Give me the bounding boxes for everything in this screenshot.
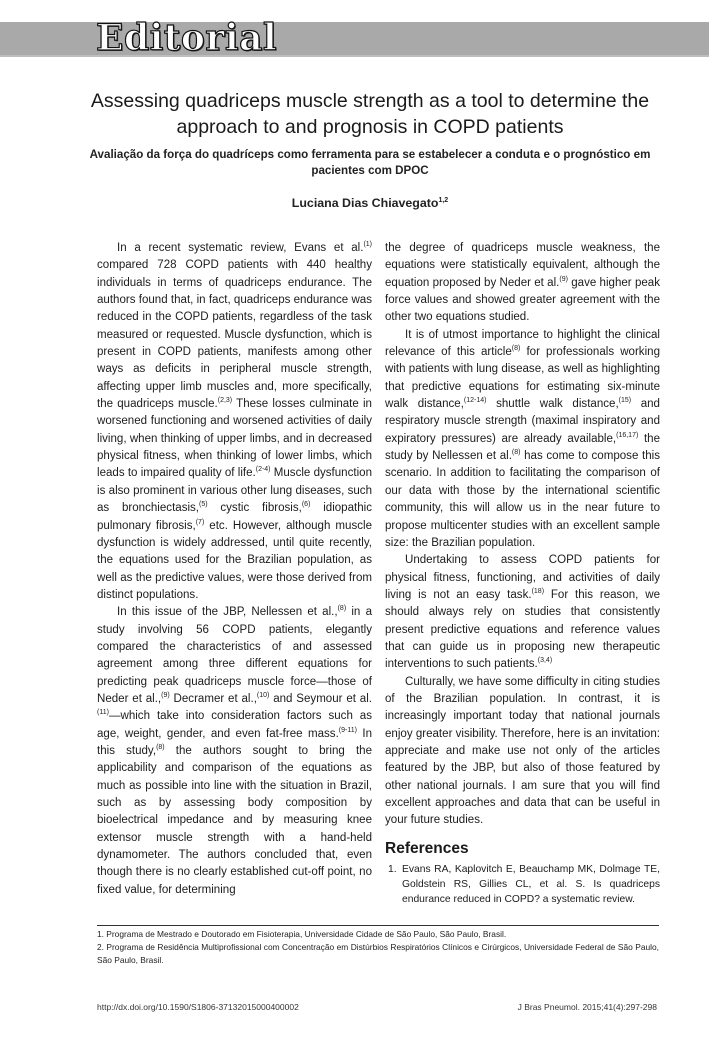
citation-reference[interactable]: (8) [156, 743, 165, 751]
section-label: Editorial [96, 17, 278, 59]
article-title: Assessing quadriceps muscle strength as a tool to determine the approach to and prognosis in COPD patients [90, 90, 650, 138]
citation-reference[interactable]: (2-4) [255, 466, 271, 474]
body-paragraph: Culturally, we have some difficulty in citing studies of the Brazilian population. In contrast, it is increasingly important today that national journals enjoy greater visibility. Therefore, here is an invitation: appreciate and make use not only of the articles featured by the JBP, but also of those featured by other national journals. I am sure that you will find excellent approaches and data that can be useful in your future studies. [385, 675, 661, 827]
article-subtitle: Avaliação da força do quadríceps como ferramenta para se estabelecer a conduta e o prognóstico em pacientes com DPOC [89, 148, 651, 177]
citation-reference[interactable]: (7) [195, 518, 205, 526]
body-paragraph: In a recent systematic review, Evans et al.$^{(1)}$ compared 728 COPD patients with 440 healthy individuals in terms of quadriceps endurance. The authors found that, in fact, quadriceps endurance was reduced in the COPD patients, regardless of the task measured or requested. Muscle dysfunction, which is present in COPD patients, manifests among other ways as deficits in peripheral muscle strength, affecting upper limb muscles and, more specifically, the quadriceps muscle.$^{(2,3)}$ These losses culminate in worsened functioning and worsened activities of daily living, when thinking of upper limbs, and in decreased physical fitness, when thinking of lower limbs, which leads to impaired quality of life.$^{(2-4)}$ Muscle dysfunction is also prominent in various other lung diseases, such as bronchiectasis,$^{(5)}$ cystic fibrosis,$^{(6)}$ idiopathic pulmonary fibrosis,$^{(7)}$ etc. However, although muscle dysfunction is widely addressed, until quite recently, the equations used for the Brazilian population, as well as the predictive values, were those derived from distinct populations. [97, 241, 372, 601]
citation-reference[interactable]: (2,3) [217, 397, 233, 405]
citation-reference[interactable]: (9) [559, 275, 568, 283]
reference-number: 1. [388, 864, 397, 876]
footnote-divider [97, 925, 659, 926]
citation-reference[interactable]: (11) [97, 709, 109, 717]
doi-link[interactable]: http://dx.doi.org/10.1590/S1806-37132015000400002 [97, 1002, 299, 1012]
references-list [385, 862, 660, 907]
citation-reference[interactable]: (6) [301, 501, 311, 509]
footnote-item: 1. Programa de Mestrado e Doutorado em Fisioterapia, Universidade Cidade de São Paulo, São Paulo, Brasil. [97, 929, 507, 939]
author-name: Luciana Dias Chiavegato [291, 196, 439, 210]
citation-reference[interactable]: (1) [363, 241, 372, 248]
body-paragraph: Undertaking to assess COPD patients for physical fitness, functioning, and activities of daily living is not an easy task.$^{(18)}$ For this reason, we should always rely on studies that consistently present predictive equations and reference values that can guide us in proposing new therapeutic interventions to such patients.$^{(3,4)}$ [385, 554, 660, 671]
body-column-right [385, 240, 660, 907]
citation-reference[interactable]: (8) [337, 605, 347, 613]
author-affiliation-marks: 1,2 [438, 197, 449, 204]
reference-item [385, 862, 660, 907]
reference-text: Evans RA, Kaplovitch E, Beauchamp MK, Dolmage TE, Goldstein RS, Gillies CL, et al. S. Is quadriceps endurance reduced in COPD? a systematic review. [402, 864, 660, 906]
affiliation-footnotes [97, 928, 659, 967]
section-header-bar [0, 17, 709, 59]
references-heading: References [385, 839, 469, 857]
journal-citation: J Bras Pneumol. 2015;41(4):297-298 [517, 1002, 657, 1012]
citation-reference[interactable]: (15) [618, 397, 632, 405]
footnote-item: 2. Programa de Residência Multiprofissional com Concentração em Distúrbios Respiratórios Clínicos e Cirúrgicos, Universidade Federal de São Paulo, São Paulo, Brasil. [97, 942, 659, 965]
citation-reference[interactable]: (8) [511, 345, 521, 353]
body-paragraph: It is of utmost importance to highlight the clinical relevance of this article$^{(8)}$ for professionals working with patients with lung disease, as well as highlighting that predictive equations for estimating six-minute walk distance,$^{(12-14)}$ shuttle walk distance,$^{(15)}$ and respiratory muscle strength (maximal inspiratory and expiratory pressures) are already available,$^{(16,17)}$ the study by Nellessen et al.$^{(8)}$ has come to compose this scenario. In addition to facilitating the comparison of our data with those by the international scientific community, this will allow us in the near future to propose multicenter studies with an excellent sample size: the Brazilian population. [385, 328, 660, 549]
citation-reference[interactable]: (9-11) [338, 726, 357, 734]
citation-reference[interactable]: (8) [511, 449, 521, 457]
citation-reference[interactable]: (3,4) [537, 657, 553, 665]
body-paragraph: In this issue of the JBP, Nellessen et al.,$^{(8)}$ in a study involving 56 COPD patients, elegantly compared the characteristics of and assessed agreement among three different equations for predicting peak quadriceps muscle force—those of Neder et al.,$^{(9)}$ Decramer et al.,$^{(10)}$ and Seymour et al.$^{(11)}$—which take into consideration factors such as age, weight, gender, and even fat-free mass.$^{(9-11)}$ In this study,$^{(8)}$ the authors sought to bring the applicability and comparison of the equations as much as possible into line with the situation in Brazil, such as by assessing body composition by bioelectrical impedance and by measuring knee extensor muscle strength with a hand-held dynamometer. The authors concluded that, even though there is no clearly established cut-off point, no fixed value, for determining [97, 605, 373, 896]
citation-reference[interactable]: (9) [161, 691, 170, 699]
citation-reference[interactable]: (16,17) [616, 431, 639, 439]
citation-reference[interactable]: (12-14) [463, 397, 487, 405]
author-line [80, 196, 660, 210]
body-paragraph: the degree of quadriceps muscle weakness, the equations were statistically equivalent, although the equation proposed by Neder et al.$^{(9)}$ gave higher peak force values and showed greater agreement with the other two equations studied. [385, 242, 660, 324]
citation-reference[interactable]: (5) [199, 501, 208, 509]
body-column-left [97, 240, 372, 899]
citation-reference[interactable]: (18) [531, 587, 545, 595]
citation-reference[interactable]: (10) [256, 691, 270, 699]
